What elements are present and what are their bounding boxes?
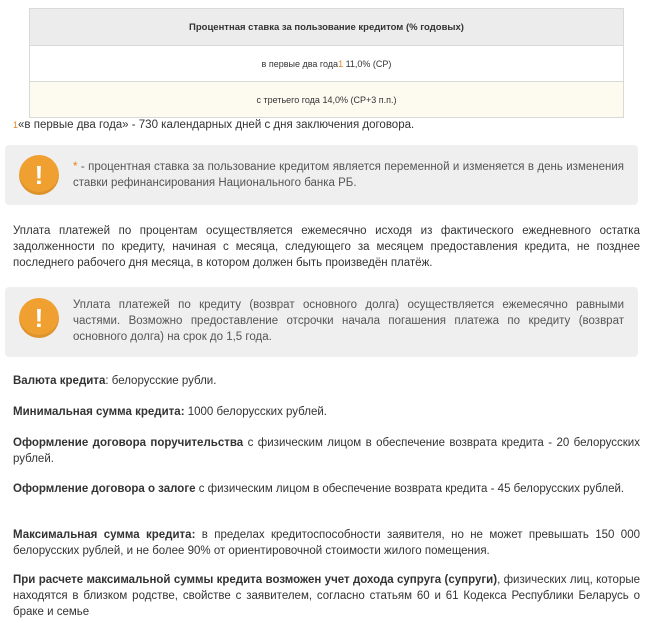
table-cell	[30, 46, 624, 82]
table-header-row	[30, 9, 624, 46]
term-spouse-income	[13, 572, 640, 620]
term-value: 1000 белорусских рублей.	[184, 406, 327, 418]
term-label: При расчете максимальной суммы кредита возможен учет дохода супруга (супруги)	[13, 574, 498, 586]
table-row	[30, 46, 624, 82]
term-label: Оформление договора поручительства	[13, 437, 244, 449]
term-max-amount	[13, 527, 640, 559]
term-label: Валюта кредита	[13, 375, 106, 387]
interest-payment-paragraph: Уплата платежей по процентам осуществляется ежемесячно исходя из фактического ежедневного остатка задолженности по кредиту, начиная с месяца, следующего за месяцем предоставления кредита, не позднее последнего рабочего дня месяца, в котором должен быть произведён платёж.	[13, 225, 640, 269]
row1-label: в первые два года	[261, 58, 339, 69]
term-value: в пределах кредитоспособности заявителя, но не может превышать 150 000 белорусских рублей, и не более 90% от ориентировочной стоимости жилого помещения.	[13, 529, 640, 557]
notice-box-repayment	[5, 287, 638, 357]
table-header: Процентная ставка за пользование кредитом (% годовых)	[30, 9, 624, 46]
term-pledge	[13, 481, 640, 497]
notice-text	[73, 159, 624, 191]
term-value: с физическим лицом в обеспечение возврата кредита - 20 белорусских рублей.	[13, 437, 640, 465]
exclamation-icon: !	[19, 298, 59, 338]
row2-label: с третьего года	[256, 94, 320, 105]
notice1-text: - процентная ставка за пользование кредитом является переменной и изменяется в день изменения ставки рефинансирования Национального банка РБ.	[73, 161, 624, 189]
term-min-amount	[13, 404, 640, 420]
term-value: : белорусские рубли.	[105, 375, 217, 387]
term-label: Максимальная сумма кредита:	[13, 529, 196, 541]
row2-value: 14,0% (СР+3 п.п.)	[319, 94, 397, 105]
interest-rate-table	[29, 8, 624, 118]
row1-value: 11,0% (СР)	[343, 58, 392, 69]
term-currency	[13, 373, 640, 389]
notice-box-rate	[5, 145, 638, 205]
footnote	[13, 119, 414, 131]
term-label: Оформление договора о залоге	[13, 483, 196, 495]
notice2-text: Уплата платежей по кредиту (возврат основного долга) осуществляется ежемесячно равными частями. Возможно предоставление отсрочки начала погашения платежа по кредиту (возврат основного долга) на срок до 1,5 года.	[73, 299, 624, 343]
asterisk: *	[73, 161, 78, 173]
term-value: с физическим лицом в обеспечение возврата кредита - 45 белорусских рублей.	[195, 483, 625, 495]
footnote-marker: 1	[338, 58, 344, 69]
table-row	[30, 82, 624, 118]
footnote-text: «в первые два года» - 730 календарных дней с дня заключения договора.	[18, 119, 415, 131]
term-label: Минимальная сумма кредита:	[13, 406, 185, 418]
term-value: , физических лиц, которые находятся в близком родстве, свойстве с заявителем, согласно статьям 60 и 61 Кодекса Республики Беларусь о браке и семье	[13, 574, 640, 618]
footnote-marker: 1	[13, 120, 19, 130]
exclamation-icon: !	[19, 155, 59, 195]
table-cell	[30, 82, 624, 118]
term-guarantee	[13, 435, 640, 467]
